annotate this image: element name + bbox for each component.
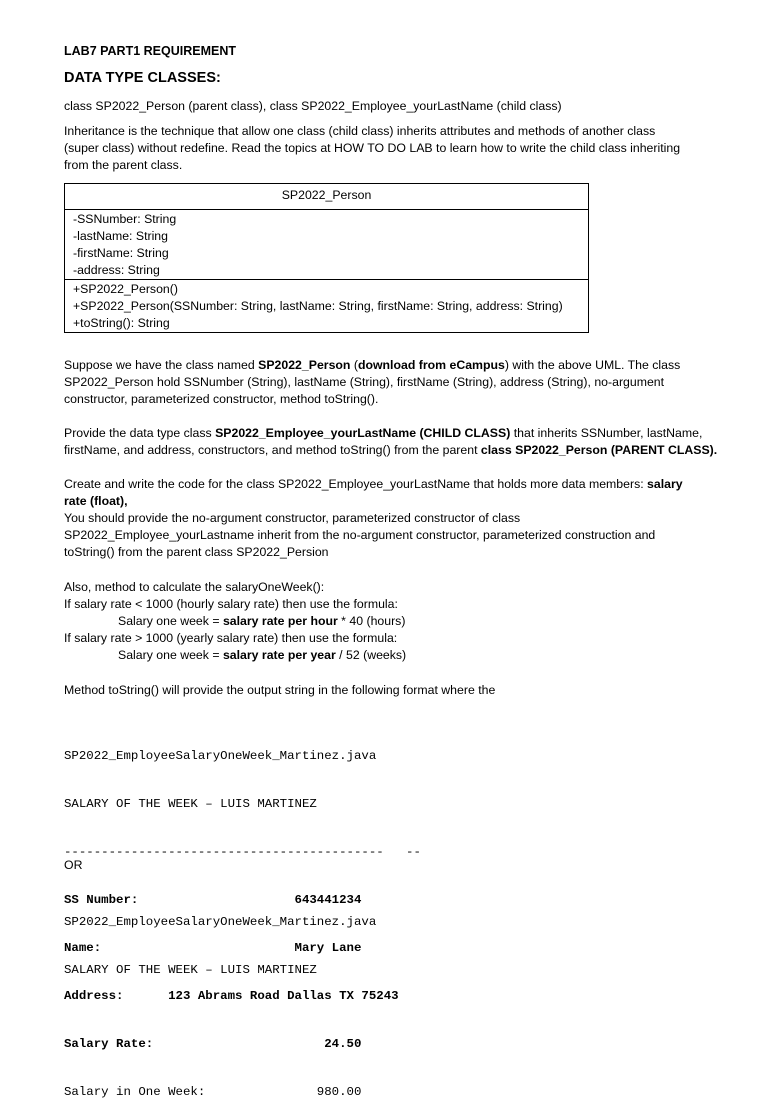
text-run: Create and write the code for the class SP2022_Employee_yourLastName that holds more data members: bbox=[64, 477, 648, 491]
create-line-4: SP2022_Employee_yourLastname inherit from the no-argument constructor, parameterized construction and bbox=[64, 528, 656, 542]
or-label: OR bbox=[64, 858, 83, 872]
output-filename: SP2022_EmployeeSalaryOneWeek_Martinez.java bbox=[64, 749, 377, 763]
uml-method: +SP2022_Person(SSNumber: String, lastName: String, firstName: String, address: String) bbox=[73, 299, 563, 313]
output-divider: ------------------------------------------- -- bbox=[64, 845, 421, 859]
text-run: Suppose we have the class named bbox=[64, 358, 259, 372]
text-run-bold: SP2022_Employee_yourLastName (CHILD CLASS) bbox=[215, 426, 511, 440]
suppose-paragraph bbox=[64, 357, 680, 408]
create-paragraph bbox=[64, 476, 683, 561]
text-run: Provide the data type class bbox=[64, 426, 216, 440]
create-line-3: You should provide the no-argument constructor, parameterized constructor of class bbox=[64, 511, 521, 525]
uml-class-name: SP2022_Person bbox=[65, 184, 588, 210]
provide-line-2 bbox=[64, 442, 717, 459]
text-run: that inherits SSNumber, lastName, bbox=[510, 426, 703, 440]
text-run-bold: salary rate per hour bbox=[222, 614, 338, 628]
text-run: ( bbox=[350, 358, 358, 372]
tostring-line: Method toString() will provide the output string in the following format where the bbox=[64, 683, 496, 697]
suppose-line-3: constructor, parameterized constructor, method toString(). bbox=[64, 392, 379, 406]
lab-title: LAB7 PART1 REQUIREMENT bbox=[64, 44, 237, 58]
section-heading: DATA TYPE CLASSES: bbox=[64, 70, 221, 86]
inheritance-paragraph bbox=[64, 123, 680, 174]
output-row: Address: 123 Abrams Road Dallas TX 75243 bbox=[64, 989, 399, 1003]
text-run: Salary one week = bbox=[118, 614, 223, 628]
method-formula-hourly bbox=[64, 613, 406, 630]
inheritance-line: from the parent class. bbox=[64, 158, 183, 172]
uml-methods bbox=[65, 280, 588, 332]
inheritance-line: (super class) without redefine. Read the topics at HOW TO DO LAB to learn how to write the child class inheriting bbox=[64, 141, 681, 155]
uml-method: +toString(): String bbox=[73, 316, 170, 330]
text-run-bold: rate (float), bbox=[64, 494, 128, 508]
uml-attribute: -SSNumber: String bbox=[73, 212, 177, 226]
output-header: SALARY OF THE WEEK – LUIS MARTINEZ bbox=[64, 797, 317, 811]
text-run: * 40 (hours) bbox=[337, 614, 406, 628]
uml-attribute: -lastName: String bbox=[73, 229, 168, 243]
method-line-1: Also, method to calculate the salaryOneWeek(): bbox=[64, 580, 325, 594]
suppose-line-1 bbox=[64, 357, 680, 374]
provide-paragraph bbox=[64, 425, 717, 459]
method-paragraph bbox=[64, 579, 406, 664]
method-line-4: If salary rate > 1000 (yearly salary rate) then use the formula: bbox=[64, 631, 398, 645]
output-row: Name: Mary Lane bbox=[64, 941, 362, 955]
uml-attribute: -address: String bbox=[73, 263, 160, 277]
text-run-bold: class SP2022_Person (PARENT CLASS). bbox=[480, 443, 718, 457]
provide-line-1 bbox=[64, 425, 717, 442]
output-row: Salary in One Week: 980.00 bbox=[64, 1085, 362, 1099]
method-formula-yearly bbox=[64, 647, 406, 664]
create-line-1 bbox=[64, 476, 683, 493]
text-run-bold: salary rate per year bbox=[222, 648, 336, 662]
text-run-bold: salary bbox=[647, 477, 683, 491]
uml-attribute: -firstName: String bbox=[73, 246, 169, 260]
inheritance-line: Inheritance is the technique that allow one class (child class) inherits attributes and methods of another class bbox=[64, 124, 656, 138]
suppose-line-2: SP2022_Person hold SSNumber (String), lastName (String), firstName (String), address (String), no-argument bbox=[64, 375, 665, 389]
create-line-2 bbox=[64, 493, 683, 510]
text-run: Salary one week = bbox=[118, 648, 223, 662]
output-row: Salary Rate: 24.50 bbox=[64, 1037, 362, 1051]
output-sample-2 bbox=[64, 882, 376, 994]
uml-method: +SP2022_Person() bbox=[73, 282, 178, 296]
uml-class-diagram bbox=[64, 183, 589, 333]
classes-line: class SP2022_Person (parent class), class SP2022_Employee_yourLastName (child class) bbox=[64, 99, 562, 113]
text-run-bold: download from eCampus bbox=[357, 358, 505, 372]
output-filename: SP2022_EmployeeSalaryOneWeek_Martinez.java bbox=[64, 915, 377, 929]
text-run-bold: SP2022_Person bbox=[258, 358, 351, 372]
text-run: firstName, and address, constructors, and method toString() from the parent bbox=[64, 443, 481, 457]
method-line-2: If salary rate < 1000 (hourly salary rate) then use the formula: bbox=[64, 597, 398, 611]
text-run: ) with the above UML. The class bbox=[504, 358, 681, 372]
uml-attributes bbox=[65, 210, 588, 280]
create-line-5: toString() from the parent class SP2022_Persion bbox=[64, 545, 329, 559]
text-run: / 52 (weeks) bbox=[335, 648, 407, 662]
output-header: SALARY OF THE WEEK – LUIS MARTINEZ bbox=[64, 963, 317, 977]
output-row: SS Number: 643441234 bbox=[64, 893, 362, 907]
